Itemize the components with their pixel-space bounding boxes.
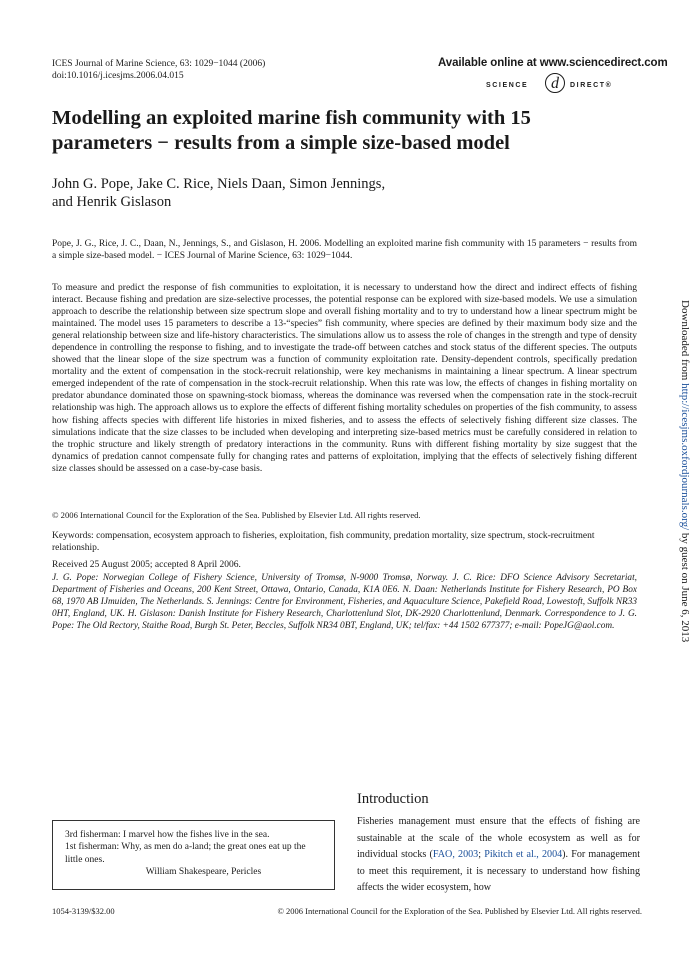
intro-text-before: Fisheries management must ensure that the effects of fishing are sustainable at the scale of the whole ecosystem as well as for individual stocks ( — [357, 816, 640, 860]
sciencedirect-logo[interactable] — [486, 72, 626, 96]
keywords-text: compensation, ecosystem approach to fisheries, exploitation, fish community, predation mortality, size spectrum, stock-recruitment relationship. — [52, 531, 595, 553]
doi-line: doi:10.1016/j.icesjms.2006.04.015 — [52, 71, 184, 81]
watermark-prefix: Downloaded from — [679, 300, 691, 384]
epigraph-line-1: 3rd fisherman: I marvel how the fishes live in the sea. — [65, 830, 270, 840]
available-online-link[interactable]: Available online at www.sciencedirect.com — [438, 57, 668, 69]
epigraph-attribution: William Shakespeare, Pericles — [145, 866, 262, 877]
journal-header — [52, 58, 265, 82]
authors-line-2: and Henrik Gislason — [52, 194, 172, 210]
intro-ref-separator: ; — [478, 849, 485, 860]
article-title: Modelling an exploited marine fish community with 15 parameters − results from a simple size-based model — [52, 107, 531, 154]
logo-left-text: SCIENCE — [486, 82, 529, 89]
abstract-paragraph: To measure and predict the response of fish communities to exploitation, it is necessary to understand how the direct and indirect effects of fishing interact. Because fishing and predation are size-selective processes, the potential response can be explored with size-based models. We use a simulation approach to describe the relationship between size spectrum slope and overall fishing mortality and to try to understand how a linear spectrum might be maintained. The model uses 15 parameters to describe a 13-“species” fish community, where species are defined by their maximum body size and the general relationship between size and life-history characteristics. The simulations allow us to assess the role of changes in the strength and type of density dependence in controlling the response to fishing, and to investigate the trade-off between catches and stock status of the different species. The outputs showed that the linear slope of the size spectrum was a function of community exploitation rate. Density-dependent controls, specifically predation mortality and the extent of compensation in the stock-recruit relationship, were key mechanisms in maintaining a linear spectrum. A linear spectrum emerged independent of the rate of compensation in the stock-recruit relationship. When this rate was low, the effects of changes in fishing mortality on predator abundance dominated those on spawning-stock biomass, whereas the dominance was reversed when the compensation rate in the stock-recruit relationship was high. The approach allows us to explore the effects of different fishing mortality schedules on properties of the fish community, to assess how fishing affects species with different life histories in mixed fisheries, and to assess the effects of selectively fishing different size classes. The simulations indicate that the size classes to be included when developing and interpreting size-based metrics must be carefully considered in relation to the trophic structure and likely strength of predatory interactions in the community. Runs with different fishing mortality by size suggest that the dynamics of predation cannot compensate fully for changing rates and patterns of exploitation, implying that the effects of selectively fishing different size classes should be assessed on a case-by-case basis. — [52, 283, 637, 474]
author-affiliations: J. G. Pope: Norwegian College of Fishery Science, University of Tromsø, N-9000 Tromsø, Norway. J. C. Rice: DFO Science Advisory Secretariat, Department of Fisheries and Oceans, 200 Kent Street, Ottawa, Ontario, Canada, K1A 0E6. N. Daan: Netherlands Institute for Fishery Research, PO Box 68, 1970 AB IJmuiden, The Netherlands. S. Jennings: Centre for Environment, Fisheries, and Aquaculture Science, Pakefield Road, Lowestoft, Suffolk NR33 0HT, England, UK. H. Gislason: Danish Institute for Fishery Research, Charlottenlund Slot, DK-2920 Charlottenlund, Denmark. Correspondence to J. G. Pope: The Old Rectory, Staithe Road, Burgh St. Peter, Beccles, Suffolk NR34 0BT, England, UK; tel/fax: +44 1502 677377; e-mail: PopeJG@aol.com. — [52, 573, 637, 631]
keywords-label: Keywords: — [52, 531, 94, 541]
intro-text-after: ). For management to meet this requirement, it is necessary to understand how fishing affects the wider ecosystem, how — [357, 849, 641, 893]
reference-link-pikitch[interactable]: Pikitch et al., 2004 — [484, 849, 563, 860]
sciencedirect-logo-icon — [544, 72, 566, 94]
epigraph-box — [52, 820, 335, 890]
authors-line-1: John G. Pope, Jake C. Rice, Niels Daan, Simon Jennings, — [52, 176, 386, 192]
journal-citation-line: ICES Journal of Marine Science, 63: 1029−1044 (2006) — [52, 59, 266, 69]
reference-link-fao[interactable]: FAO, 2003 — [432, 849, 479, 860]
received-dates: Received 25 August 2005; accepted 8 April 2006. — [52, 560, 241, 570]
footer-copyright: © 2006 International Council for the Exploration of the Sea. Published by Elsevier Ltd. All rights reserved. — [277, 906, 642, 916]
logo-right-text: DIRECT® — [570, 82, 613, 89]
keywords — [52, 530, 637, 554]
footer-issn: 1054-3139/$32.00 — [52, 906, 115, 916]
citation-paragraph: Pope, J. G., Rice, J. C., Daan, N., Jennings, S., and Gislason, H. 2006. Modelling an exploited marine fish community with 15 parameters − results from a simple size-based model. − ICES Journal of Marine Science, 63: 1029−1044. — [52, 239, 637, 261]
introduction-heading: Introduction — [357, 791, 429, 807]
download-watermark — [678, 300, 692, 720]
author-list — [52, 175, 612, 211]
introduction-paragraph — [357, 814, 640, 897]
abstract-copyright: © 2006 International Council for the Exploration of the Sea. Published by Elsevier Ltd. All rights reserved. — [52, 510, 421, 520]
logo-mark: d — [551, 75, 559, 92]
epigraph-line-2: 1st fisherman: Why, as men do a-land; the great ones eat up the little ones. — [65, 842, 306, 865]
watermark-link[interactable]: http://icesjms.oxfordjournals.org/ — [679, 383, 691, 531]
watermark-suffix: by guest on June 6, 2013 — [679, 530, 691, 643]
